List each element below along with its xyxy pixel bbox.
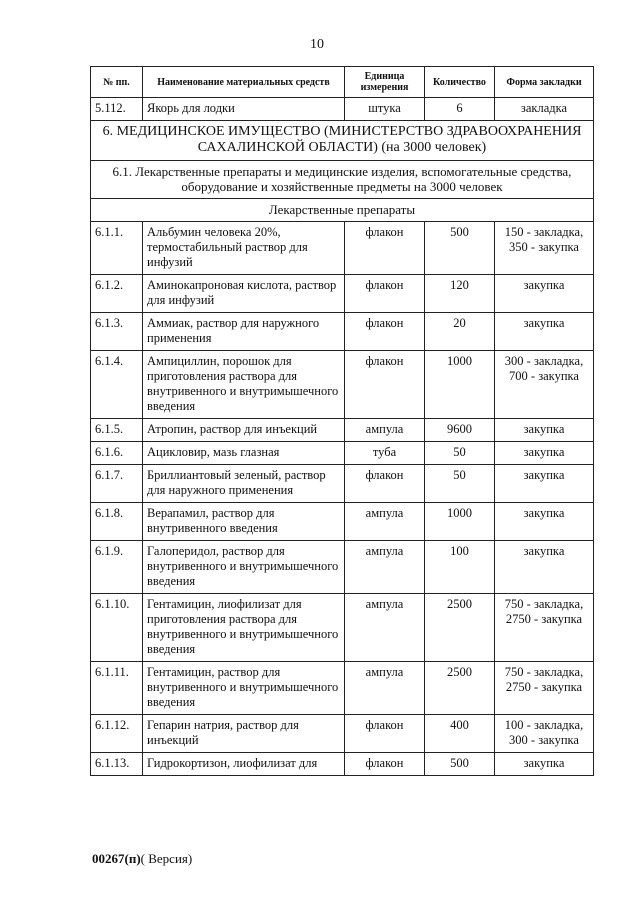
subsection-title: 6.1. Лекарственные препараты и медицинские изделия, вспомогательные средства, оборудование и хозяйственные предметы на 3000 человек <box>91 161 594 199</box>
row-number: 6.1.10. <box>91 594 143 662</box>
row-number: 6.1.11. <box>91 662 143 715</box>
header-quantity: Количество <box>425 67 495 98</box>
row-unit: ампула <box>345 541 425 594</box>
row-unit: ампула <box>345 594 425 662</box>
document-footer <box>92 851 192 867</box>
row-unit: флакон <box>345 715 425 753</box>
row-form: закупка <box>495 419 594 442</box>
row-form: закладка <box>495 98 594 121</box>
row-unit: ампула <box>345 419 425 442</box>
row-number: 6.1.9. <box>91 541 143 594</box>
row-number: 6.1.1. <box>91 222 143 275</box>
row-name: Атропин, раствор для инъекций <box>143 419 345 442</box>
row-name: Аминокапроновая кислота, раствор для инфузий <box>143 275 345 313</box>
row-unit: флакон <box>345 275 425 313</box>
row-form: закупка <box>495 465 594 503</box>
row-quantity: 20 <box>425 313 495 351</box>
table-row <box>91 275 594 313</box>
row-form: 150 - закладка, 350 - закупка <box>495 222 594 275</box>
row-quantity: 500 <box>425 753 495 776</box>
document-version: ( Версия) <box>140 851 193 866</box>
header-name: Наименование материальных средств <box>143 67 345 98</box>
row-name: Аммиак, раствор для наружного применения <box>143 313 345 351</box>
row-unit: флакон <box>345 313 425 351</box>
row-name: Ацикловир, мазь глазная <box>143 442 345 465</box>
table-row <box>91 442 594 465</box>
header-number: № пп. <box>91 67 143 98</box>
header-unit: Единица измерения <box>345 67 425 98</box>
row-unit: флакон <box>345 753 425 776</box>
row-quantity: 2500 <box>425 662 495 715</box>
table-row <box>91 662 594 715</box>
table-row <box>91 351 594 419</box>
materials-table <box>90 66 594 776</box>
row-number: 6.1.4. <box>91 351 143 419</box>
row-quantity: 500 <box>425 222 495 275</box>
subsection-row <box>91 161 594 199</box>
row-unit: флакон <box>345 222 425 275</box>
row-quantity: 1000 <box>425 503 495 541</box>
table-row <box>91 98 594 121</box>
table-row <box>91 541 594 594</box>
page-number: 10 <box>310 37 324 52</box>
row-unit: туба <box>345 442 425 465</box>
table-row <box>91 594 594 662</box>
group-row <box>91 199 594 222</box>
row-number: 6.1.2. <box>91 275 143 313</box>
row-number: 6.1.12. <box>91 715 143 753</box>
row-form: закупка <box>495 275 594 313</box>
row-name: Якорь для лодки <box>143 98 345 121</box>
row-form: 750 - закладка, 2750 - закупка <box>495 662 594 715</box>
row-number: 6.1.13. <box>91 753 143 776</box>
document-code: 00267(п) <box>92 851 141 866</box>
row-number: 6.1.6. <box>91 442 143 465</box>
group-title: Лекарственные препараты <box>91 199 594 222</box>
table-row <box>91 419 594 442</box>
row-unit: флакон <box>345 351 425 419</box>
row-unit: флакон <box>345 465 425 503</box>
row-name: Гентамицин, раствор для внутривенного и внутримышечного введения <box>143 662 345 715</box>
table-row <box>91 753 594 776</box>
row-form: 100 - закладка, 300 - закупка <box>495 715 594 753</box>
row-quantity: 50 <box>425 442 495 465</box>
row-name: Ампициллин, порошок для приготовления раствора для внутривенного и внутримышечного введения <box>143 351 345 419</box>
table-row <box>91 465 594 503</box>
row-name: Гентамицин, лиофилизат для приготовления раствора для внутривенного и внутримышечного введения <box>143 594 345 662</box>
row-number: 5.112. <box>91 98 143 121</box>
row-form: 750 - закладка, 2750 - закупка <box>495 594 594 662</box>
row-form: закупка <box>495 442 594 465</box>
row-name: Альбумин человека 20%, термостабильный раствор для инфузий <box>143 222 345 275</box>
section-row <box>91 121 594 161</box>
row-form: закупка <box>495 541 594 594</box>
row-number: 6.1.8. <box>91 503 143 541</box>
row-quantity: 50 <box>425 465 495 503</box>
row-name: Гидрокортизон, лиофилизат для <box>143 753 345 776</box>
row-form: закупка <box>495 313 594 351</box>
row-quantity: 400 <box>425 715 495 753</box>
table-row <box>91 313 594 351</box>
row-quantity: 2500 <box>425 594 495 662</box>
row-form: закупка <box>495 503 594 541</box>
row-form: закупка <box>495 753 594 776</box>
row-unit: ампула <box>345 503 425 541</box>
row-unit: штука <box>345 98 425 121</box>
table-row <box>91 503 594 541</box>
row-quantity: 6 <box>425 98 495 121</box>
row-number: 6.1.7. <box>91 465 143 503</box>
table-header-row <box>91 67 594 98</box>
table-row <box>91 222 594 275</box>
row-number: 6.1.3. <box>91 313 143 351</box>
row-unit: ампула <box>345 662 425 715</box>
row-quantity: 120 <box>425 275 495 313</box>
table-row <box>91 715 594 753</box>
row-name: Верапамил, раствор для внутривенного введения <box>143 503 345 541</box>
row-name: Галоперидол, раствор для внутривенного и внутримышечного введения <box>143 541 345 594</box>
section-title: 6. МЕДИЦИНСКОЕ ИМУЩЕСТВО (МИНИСТЕРСТВО ЗДРАВООХРАНЕНИЯ САХАЛИНСКОЙ ОБЛАСТИ) (на 3000 человек) <box>91 121 594 161</box>
row-quantity: 100 <box>425 541 495 594</box>
row-quantity: 1000 <box>425 351 495 419</box>
row-quantity: 9600 <box>425 419 495 442</box>
row-number: 6.1.5. <box>91 419 143 442</box>
row-name: Бриллиантовый зеленый, раствор для наружного применения <box>143 465 345 503</box>
row-name: Гепарин натрия, раствор для инъекций <box>143 715 345 753</box>
header-form: Форма закладки <box>495 67 594 98</box>
row-form: 300 - закладка, 700 - закупка <box>495 351 594 419</box>
